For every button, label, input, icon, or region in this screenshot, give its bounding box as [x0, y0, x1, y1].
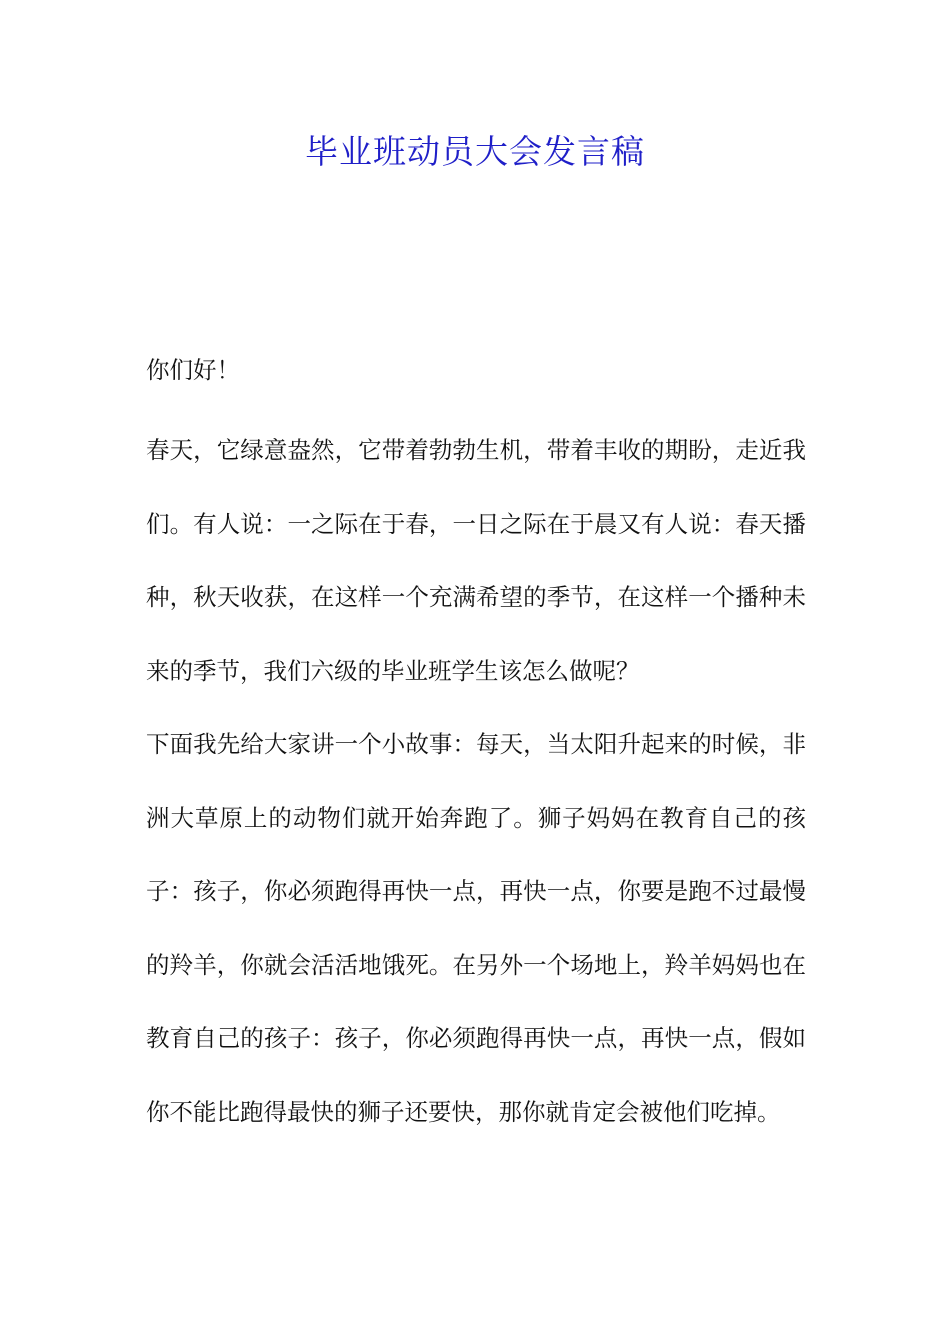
paragraph-story: 下面我先给大家讲一个小故事：每天，当太阳升起来的时候，非洲大草原上的动物们就开始奔跑了。狮子妈妈在教育自己的孩子：孩子，你必须跑得再快一点，再快一点，你要是跑不过最慢的羚羊，你就会活活地饿死。在另外一个场地上，羚羊妈妈也在教育自己的孩子：孩子，你必须跑得再快一点，再快一点，假如你不能比跑得最快的狮子还要快，那你就肯定会被他们吃掉。	[146, 730, 806, 1126]
document-body	[146, 340, 806, 1149]
paragraph-spring: 春天，它绿意盎然，它带着勃勃生机，带着丰收的期盼，走近我们。有人说：一之际在于春，一日之际在于晨又有人说：春天播种，秋天收获，在这样一个充满希望的季节，在这样一个播种未来的季节，我们六级的毕业班学生该怎么做呢？	[146, 436, 806, 685]
greeting-line: 你们好！	[146, 356, 240, 384]
document-title: 毕业班动员大会发言稿	[305, 132, 645, 171]
